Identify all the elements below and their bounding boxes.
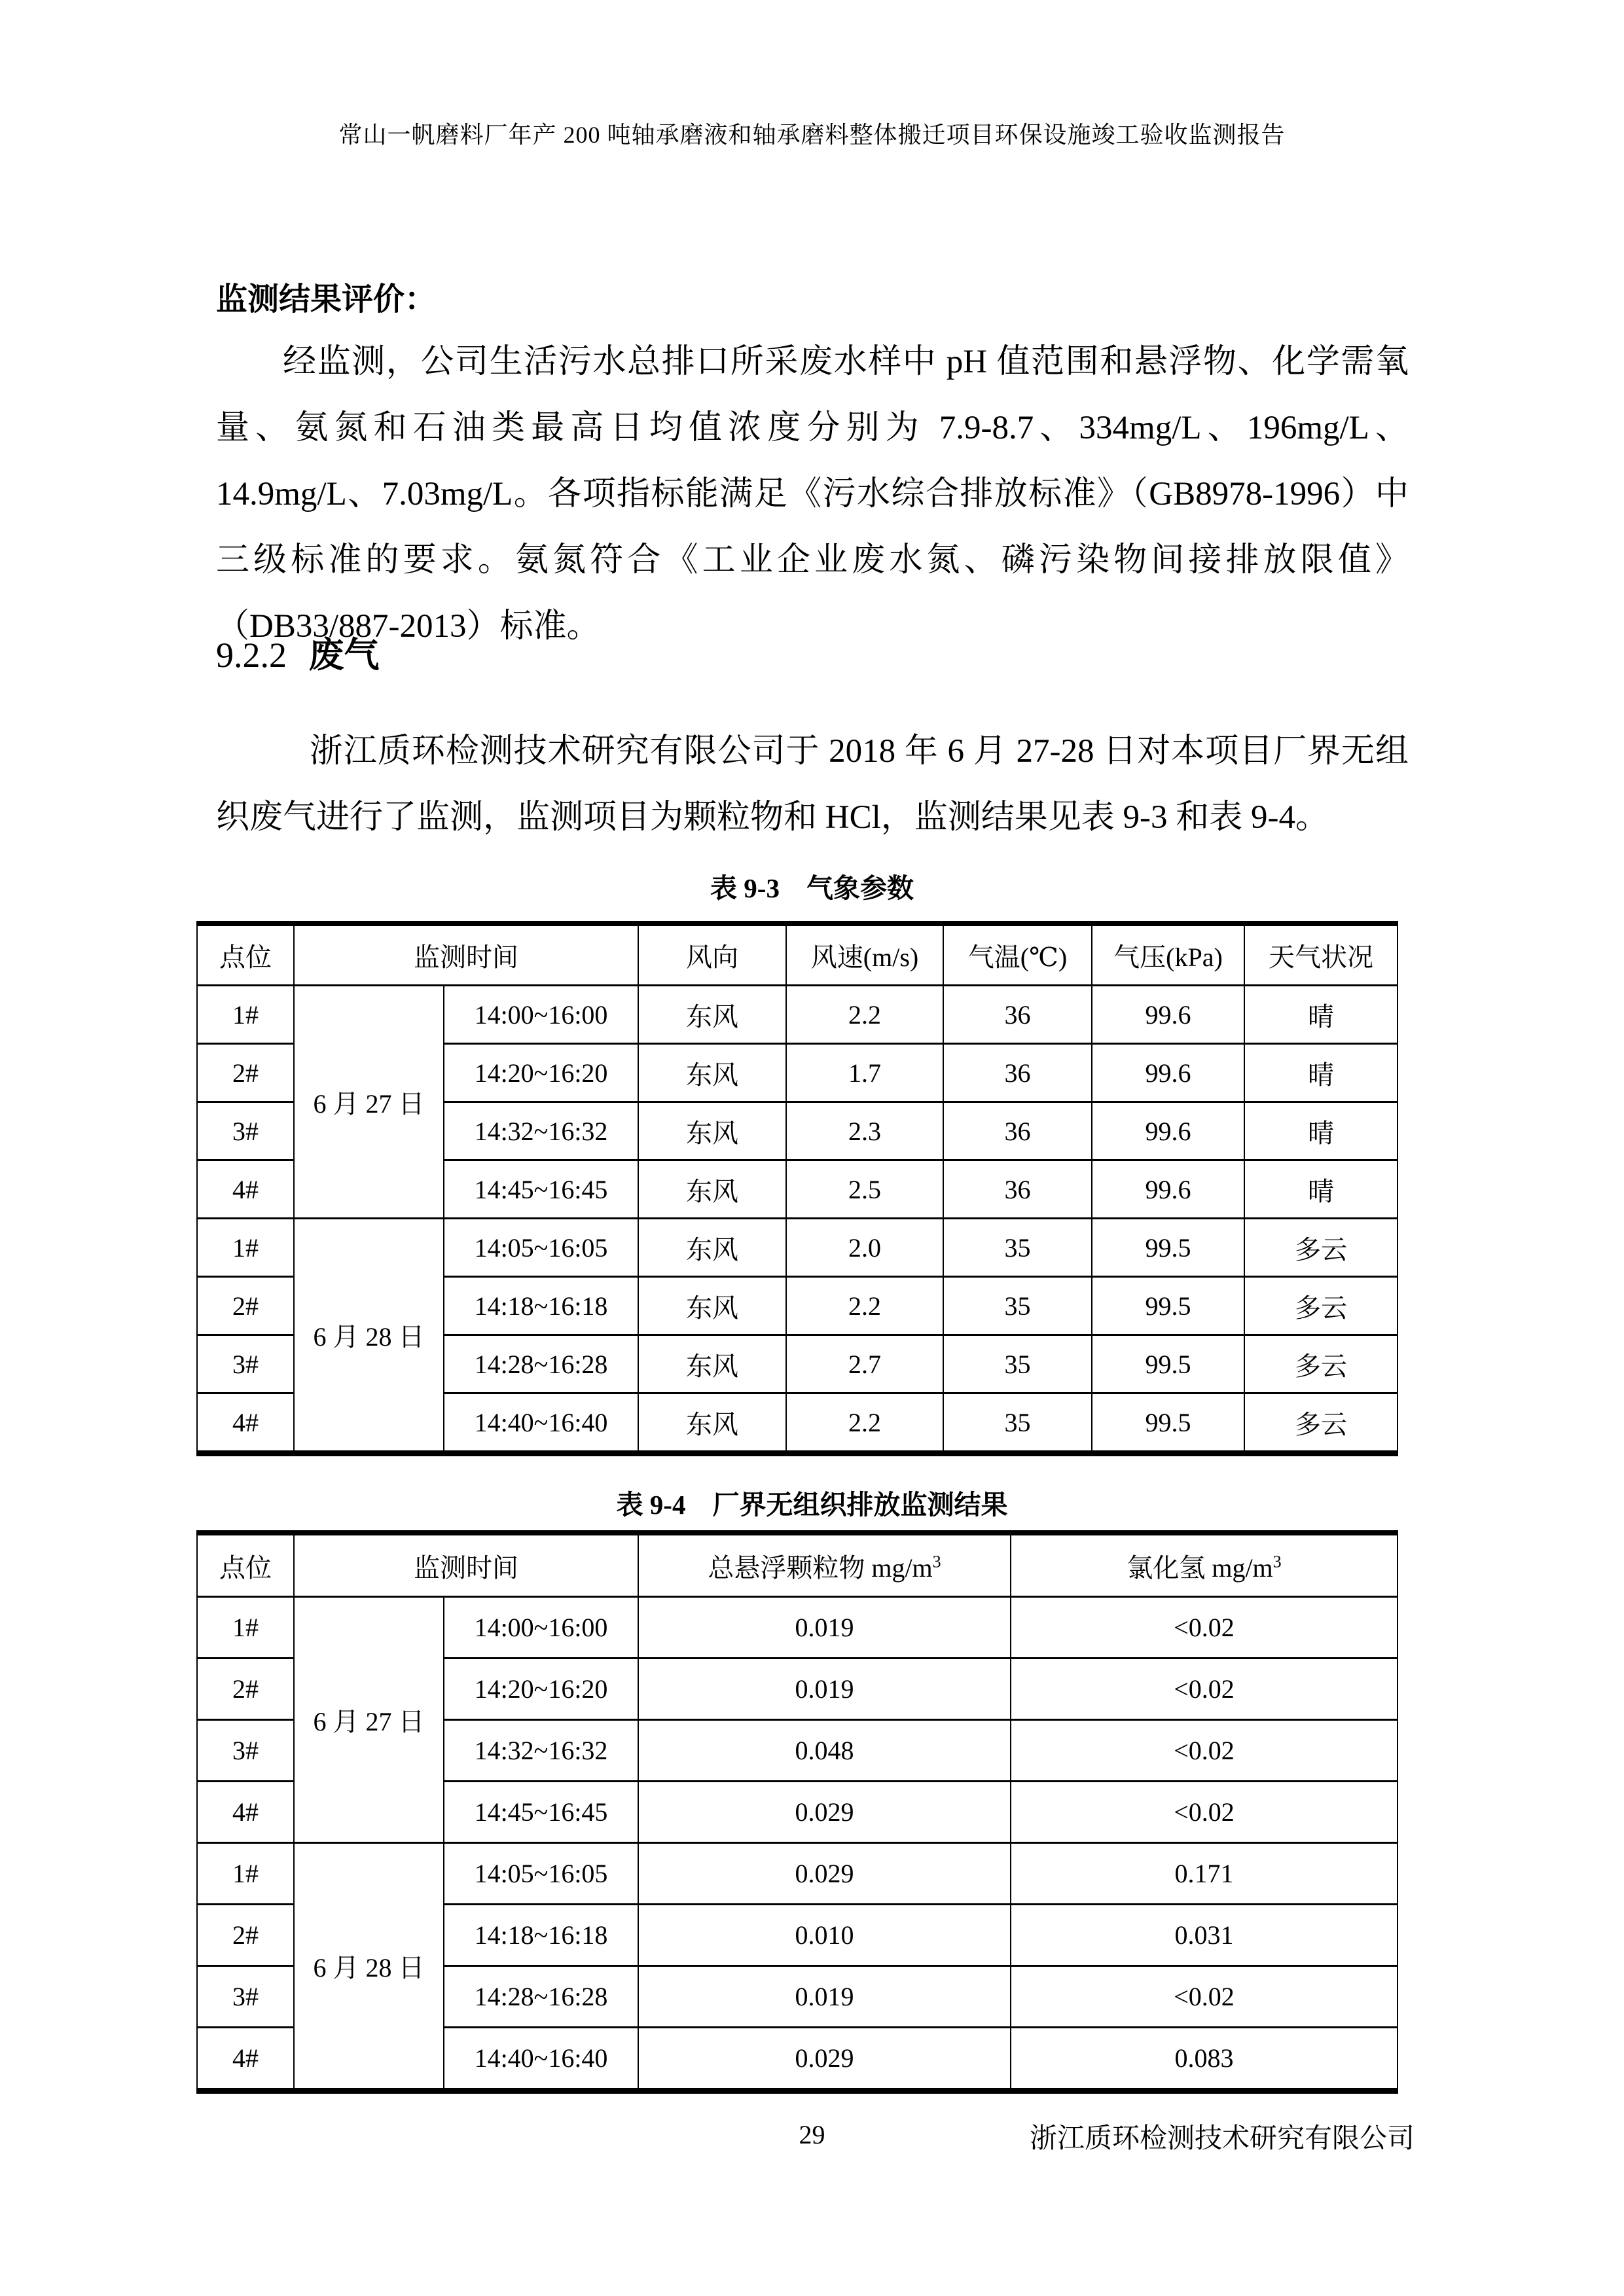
document-header-title: 常山一帆磨料厂年产 200 吨轴承磨液和轴承磨料整体搬迁项目环保设施竣工验收监测报告 (338, 122, 1286, 148)
cell-time: 14:45~16:45 (444, 1782, 638, 1843)
section-number: 9.2.2 (216, 636, 287, 675)
header-pressure: 气压(kPa) (1092, 924, 1244, 986)
table9-3-weather-parameters (196, 921, 1398, 1456)
header-temperature: 气温(℃) (943, 924, 1092, 986)
cell-site: 3# (197, 1335, 294, 1393)
cell-tsp-value: 0.029 (638, 2028, 1011, 2091)
cell-wind-speed: 2.7 (786, 1335, 943, 1393)
cell-time: 14:00~16:00 (444, 1597, 638, 1659)
cell-pressure: 99.5 (1092, 1277, 1244, 1335)
cell-site: 4# (197, 1393, 294, 1454)
table-row (197, 1843, 1398, 1905)
cell-site: 4# (197, 1160, 294, 1219)
cell-site: 3# (197, 1102, 294, 1160)
cell-weather: 多云 (1244, 1277, 1398, 1335)
cell-hcl-value: <0.02 (1011, 1782, 1398, 1843)
cell-time: 14:40~16:40 (444, 2028, 638, 2091)
cell-tsp-value: 0.029 (638, 1843, 1011, 1905)
cell-wind-direction: 东风 (638, 1044, 786, 1102)
cell-site: 2# (197, 1659, 294, 1720)
cell-pressure: 99.5 (1092, 1335, 1244, 1393)
cell-tsp-value: 0.048 (638, 1720, 1011, 1782)
cell-site: 1# (197, 1843, 294, 1905)
cell-hcl-value: 0.031 (1011, 1905, 1398, 1966)
cell-time: 14:00~16:00 (444, 986, 638, 1044)
section-heading-9-2-2 (216, 627, 380, 677)
cell-wind-speed: 2.2 (786, 1277, 943, 1335)
header-hcl-unit: 氯化氢 mg/m (1127, 1552, 1273, 1583)
cell-wind-direction: 东风 (638, 986, 786, 1044)
cell-wind-speed: 1.7 (786, 1044, 943, 1102)
section-title: 废气 (308, 636, 380, 675)
table-header-row (197, 1533, 1398, 1597)
cell-weather: 多云 (1244, 1335, 1398, 1393)
table9-3-title: 表 9-3 气象参数 (710, 873, 914, 903)
cell-date-jun27: 6 月 27 日 (294, 986, 444, 1219)
cell-hcl-value: 0.171 (1011, 1843, 1398, 1905)
cell-tsp-value: 0.029 (638, 1782, 1011, 1843)
page-number: 29 (799, 2120, 825, 2149)
cell-time: 14:05~16:05 (444, 1843, 638, 1905)
cell-weather: 多云 (1244, 1393, 1398, 1454)
cell-time: 14:28~16:28 (444, 1335, 638, 1393)
cell-site: 2# (197, 1044, 294, 1102)
cell-pressure: 99.6 (1092, 1160, 1244, 1219)
cell-time: 14:28~16:28 (444, 1966, 638, 2028)
eval-result-paragraph: 经监测，公司生活污水总排口所采废水样中 pH 值范围和悬浮物、化学需氧量、氨氮和石油类最高日均值浓度分别为 7.9-8.7、334mg/L、196mg/L、14.9mg/L、7.03mg/L。各项指标能满足《污水综合排放标准》（GB8978-1996）中三级标准的要求。氨氮符合《工业企业废水氮、磷污染物间接排放限值》（DB33/887-2013）标准。 (216, 344, 1409, 645)
cell-site: 1# (197, 986, 294, 1044)
cell-time: 14:32~16:32 (444, 1720, 638, 1782)
cell-wind-speed: 2.2 (786, 1393, 943, 1454)
header-hcl (1011, 1533, 1398, 1597)
cell-site: 1# (197, 1597, 294, 1659)
header-hcl-superscript: 3 (1272, 1552, 1282, 1571)
cell-wind-direction: 东风 (638, 1160, 786, 1219)
cell-wind-direction: 东风 (638, 1102, 786, 1160)
header-monitor-time: 监测时间 (294, 1533, 638, 1597)
footer-company-name: 浙江质环检测技术研究有限公司 (1029, 2124, 1415, 2154)
cell-hcl-value: <0.02 (1011, 1597, 1398, 1659)
table-header-row (197, 924, 1398, 986)
cell-site: 4# (197, 1782, 294, 1843)
cell-time: 14:18~16:18 (444, 1277, 638, 1335)
cell-site: 3# (197, 1966, 294, 2028)
header-wind-speed: 风速(m/s) (786, 924, 943, 986)
cell-site: 1# (197, 1219, 294, 1277)
header-monitor-time: 监测时间 (294, 924, 638, 986)
cell-wind-speed: 2.5 (786, 1160, 943, 1219)
cell-wind-direction: 东风 (638, 1393, 786, 1454)
cell-date-jun28: 6 月 28 日 (294, 1843, 444, 2091)
cell-weather: 晴 (1244, 1160, 1398, 1219)
header-tsp-unit: 总悬浮颗粒物 mg/m (708, 1552, 933, 1583)
cell-time: 14:20~16:20 (444, 1659, 638, 1720)
table-row (197, 986, 1398, 1044)
cell-pressure: 99.6 (1092, 1044, 1244, 1102)
cell-time: 14:45~16:45 (444, 1160, 638, 1219)
cell-pressure: 99.5 (1092, 1393, 1244, 1454)
cell-time: 14:05~16:05 (444, 1219, 638, 1277)
header-site: 点位 (197, 1533, 294, 1597)
cell-weather: 晴 (1244, 1102, 1398, 1160)
header-site: 点位 (197, 924, 294, 986)
eval-result-heading: 监测结果评价： (216, 282, 437, 317)
cell-wind-direction: 东风 (638, 1219, 786, 1277)
cell-time: 14:40~16:40 (444, 1393, 638, 1454)
cell-temperature: 35 (943, 1335, 1092, 1393)
cell-hcl-value: <0.02 (1011, 1659, 1398, 1720)
cell-temperature: 35 (943, 1219, 1092, 1277)
header-tsp (638, 1533, 1011, 1597)
cell-tsp-value: 0.010 (638, 1905, 1011, 1966)
cell-temperature: 36 (943, 986, 1092, 1044)
cell-hcl-value: <0.02 (1011, 1966, 1398, 2028)
cell-date-jun27: 6 月 27 日 (294, 1597, 444, 1843)
table-row (197, 1219, 1398, 1277)
cell-temperature: 36 (943, 1102, 1092, 1160)
cell-hcl-value: 0.083 (1011, 2028, 1398, 2091)
cell-weather: 晴 (1244, 1044, 1398, 1102)
table-row (197, 1597, 1398, 1659)
cell-wind-direction: 东风 (638, 1277, 786, 1335)
cell-tsp-value: 0.019 (638, 1659, 1011, 1720)
gas-section-paragraph: 浙江质环检测技术研究有限公司于 2018 年 6 月 27-28 日对本项目厂界无组织废气进行了监测，监测项目为颗粒物和 HCl，监测结果见表 9-3 和表 9-4。 (216, 733, 1409, 836)
cell-pressure: 99.5 (1092, 1219, 1244, 1277)
cell-time: 14:18~16:18 (444, 1905, 638, 1966)
cell-temperature: 36 (943, 1160, 1092, 1219)
cell-temperature: 35 (943, 1393, 1092, 1454)
cell-weather: 多云 (1244, 1219, 1398, 1277)
cell-time: 14:32~16:32 (444, 1102, 638, 1160)
cell-pressure: 99.6 (1092, 1102, 1244, 1160)
cell-wind-speed: 2.0 (786, 1219, 943, 1277)
cell-site: 2# (197, 1905, 294, 1966)
cell-temperature: 35 (943, 1277, 1092, 1335)
cell-site: 4# (197, 2028, 294, 2091)
cell-wind-speed: 2.2 (786, 986, 943, 1044)
cell-date-jun28: 6 月 28 日 (294, 1219, 444, 1454)
cell-temperature: 36 (943, 1044, 1092, 1102)
table9-4-fugitive-emission-results (196, 1530, 1398, 2094)
cell-tsp-value: 0.019 (638, 1966, 1011, 2028)
cell-weather: 晴 (1244, 986, 1398, 1044)
cell-wind-speed: 2.3 (786, 1102, 943, 1160)
cell-site: 2# (197, 1277, 294, 1335)
cell-time: 14:20~16:20 (444, 1044, 638, 1102)
cell-tsp-value: 0.019 (638, 1597, 1011, 1659)
table9-4-title: 表 9-4 厂界无组织排放监测结果 (616, 1490, 1008, 1520)
cell-pressure: 99.6 (1092, 986, 1244, 1044)
cell-hcl-value: <0.02 (1011, 1720, 1398, 1782)
header-tsp-superscript: 3 (932, 1552, 941, 1571)
cell-site: 3# (197, 1720, 294, 1782)
header-wind-direction: 风向 (638, 924, 786, 986)
cell-wind-direction: 东风 (638, 1335, 786, 1393)
header-weather: 天气状况 (1244, 924, 1398, 986)
